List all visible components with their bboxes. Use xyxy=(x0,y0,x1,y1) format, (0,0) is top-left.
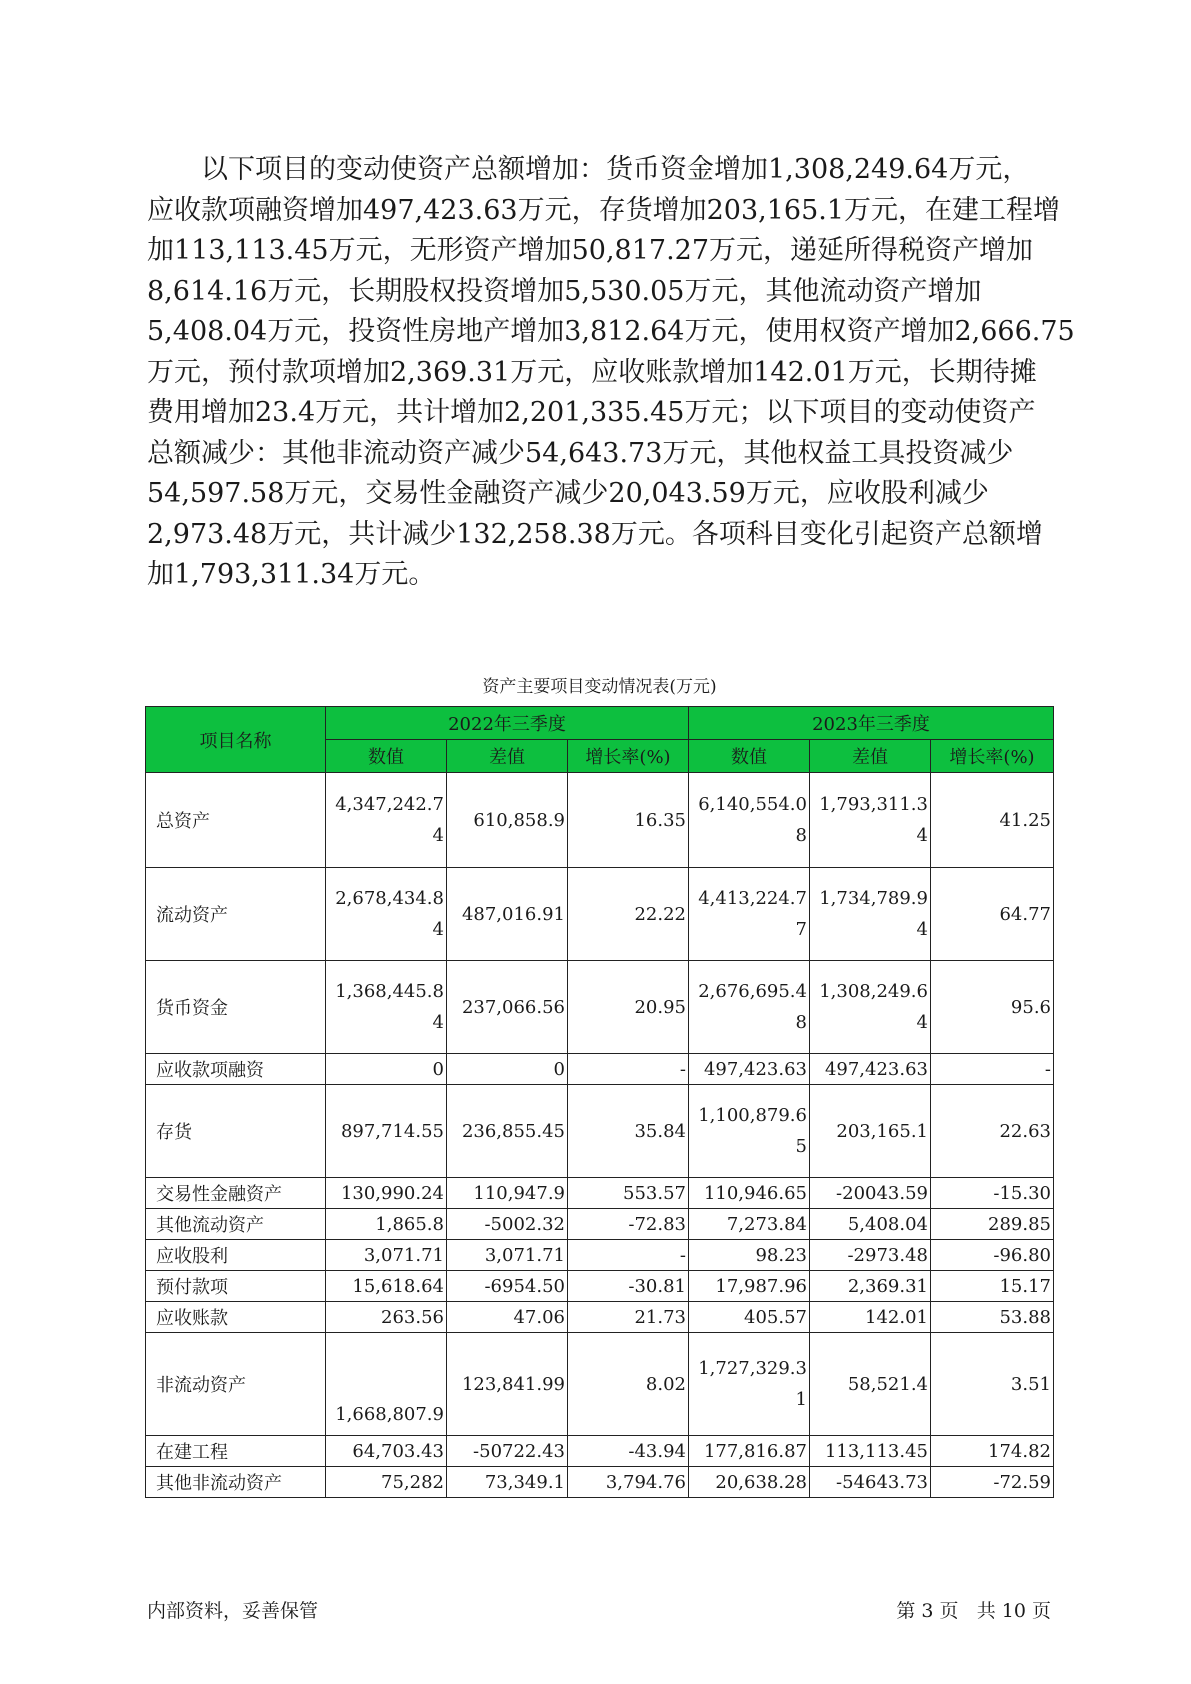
total-prefix: 共 xyxy=(976,1600,996,1622)
paragraph-line: 2,973.48万元，共计减少132,258.38万元。各项科目变化引起资产总额增 xyxy=(147,518,1043,550)
paragraph-line: 加1,793,311.34万元。 xyxy=(147,559,436,590)
cell-value-2023: 7,273.84 xyxy=(689,1209,810,1240)
cell-value-2023: 110,946.65 xyxy=(689,1178,810,1209)
cell-diff-2023: 1,308,249.64 xyxy=(810,961,931,1054)
cell-diff-2022: 487,016.91 xyxy=(447,868,568,961)
row-name: 应收股利 xyxy=(146,1240,326,1271)
cell-value-2022: 1,368,445.84 xyxy=(326,961,447,1054)
header-value: 数值 xyxy=(689,740,810,773)
cell-value-2022: 64,703.43 xyxy=(326,1436,447,1467)
cell-value-2023: 2,676,695.48 xyxy=(689,961,810,1054)
row-name: 预付款项 xyxy=(146,1271,326,1302)
cell-diff-2022: 123,841.99 xyxy=(447,1333,568,1436)
table-row xyxy=(146,1333,1054,1436)
header-period-2022: 2022年三季度 xyxy=(326,707,689,740)
cell-diff-2023: -2973.48 xyxy=(810,1240,931,1271)
cell-diff-2023: -54643.73 xyxy=(810,1467,931,1498)
cell-diff-2023: 497,423.63 xyxy=(810,1054,931,1085)
cell-growth-2023: - xyxy=(931,1054,1054,1085)
page-current: 3 xyxy=(921,1600,934,1622)
cell-value-2023: 1,100,879.65 xyxy=(689,1085,810,1178)
cell-diff-2022: 236,855.45 xyxy=(447,1085,568,1178)
table-row xyxy=(146,1209,1054,1240)
table-row xyxy=(146,1178,1054,1209)
paragraph-line: 万元，预付款项增加2,369.31万元，应收账款增加142.01万元，长期待摊 xyxy=(147,356,1037,388)
cell-diff-2022: 73,349.1 xyxy=(447,1467,568,1498)
row-name: 非流动资产 xyxy=(146,1333,326,1436)
cell-growth-2023: 289.85 xyxy=(931,1209,1054,1240)
body-paragraph xyxy=(147,150,1075,596)
header-diff: 差值 xyxy=(447,740,568,773)
table-row xyxy=(146,1467,1054,1498)
cell-growth-2022: 553.57 xyxy=(568,1178,689,1209)
row-name: 应收账款 xyxy=(146,1302,326,1333)
cell-value-2022: 130,990.24 xyxy=(326,1178,447,1209)
cell-value-2023: 6,140,554.08 xyxy=(689,773,810,868)
cell-growth-2023: 15.17 xyxy=(931,1271,1054,1302)
header-value: 数值 xyxy=(326,740,447,773)
cell-value-2023: 405.57 xyxy=(689,1302,810,1333)
cell-value-2022: 15,618.64 xyxy=(326,1271,447,1302)
cell-value-2022: 2,678,434.84 xyxy=(326,868,447,961)
paragraph-line: 8,614.16万元，长期股权投资增加5,530.05万元，其他流动资产增加 xyxy=(147,275,982,307)
table-row xyxy=(146,1271,1054,1302)
header-diff: 差值 xyxy=(810,740,931,773)
cell-growth-2023: -15.30 xyxy=(931,1178,1054,1209)
row-name: 货币资金 xyxy=(146,961,326,1054)
header-growth: 增长率(%) xyxy=(568,740,689,773)
cell-value-2023: 20,638.28 xyxy=(689,1467,810,1498)
row-name: 其他非流动资产 xyxy=(146,1467,326,1498)
cell-growth-2022: - xyxy=(568,1054,689,1085)
header-item-name: 项目名称 xyxy=(146,707,326,773)
cell-value-2023: 17,987.96 xyxy=(689,1271,810,1302)
cell-value-2022: 1,865.8 xyxy=(326,1209,447,1240)
paragraph-line: 应收款项融资增加497,423.63万元，存货增加203,165.1万元，在建工程增 xyxy=(147,194,1061,226)
row-name: 交易性金融资产 xyxy=(146,1178,326,1209)
cell-diff-2022: 47.06 xyxy=(447,1302,568,1333)
cell-diff-2022: 3,071.71 xyxy=(447,1240,568,1271)
cell-value-2022: 4,347,242.74 xyxy=(326,773,447,868)
cell-diff-2022: -5002.32 xyxy=(447,1209,568,1240)
cell-growth-2022: 22.22 xyxy=(568,868,689,961)
table-row xyxy=(146,961,1054,1054)
cell-growth-2023: 22.63 xyxy=(931,1085,1054,1178)
cell-growth-2022: -43.94 xyxy=(568,1436,689,1467)
row-name: 在建工程 xyxy=(146,1436,326,1467)
cell-growth-2022: 35.84 xyxy=(568,1085,689,1178)
cell-diff-2023: 58,521.4 xyxy=(810,1333,931,1436)
cell-growth-2023: 174.82 xyxy=(931,1436,1054,1467)
cell-growth-2023: 41.25 xyxy=(931,773,1054,868)
paragraph-line: 54,597.58万元，交易性金融资产减少20,043.59万元，应收股利减少 xyxy=(147,478,989,509)
paragraph-line: 5,408.04万元，投资性房地产增加3,812.64万元，使用权资产增加2,666.75 xyxy=(147,316,1075,347)
table-row xyxy=(146,1054,1054,1085)
cell-diff-2022: -6954.50 xyxy=(447,1271,568,1302)
page-prefix: 第 xyxy=(896,1600,916,1622)
row-name: 其他流动资产 xyxy=(146,1209,326,1240)
cell-diff-2023: 113,113.45 xyxy=(810,1436,931,1467)
cell-diff-2022: -50722.43 xyxy=(447,1436,568,1467)
page-total: 10 xyxy=(1001,1600,1026,1622)
row-name: 流动资产 xyxy=(146,868,326,961)
cell-value-2022: 75,282 xyxy=(326,1467,447,1498)
total-suffix: 页 xyxy=(1031,1600,1051,1622)
table-caption: 资产主要项目变动情况表(万元) xyxy=(482,677,717,697)
row-name: 应收款项融资 xyxy=(146,1054,326,1085)
row-name: 存货 xyxy=(146,1085,326,1178)
paragraph-line: 以下项目的变动使资产总额增加：货币资金增加1,308,249.64万元， xyxy=(201,154,1030,185)
cell-diff-2023: 5,408.04 xyxy=(810,1209,931,1240)
cell-diff-2023: 1,793,311.34 xyxy=(810,773,931,868)
cell-growth-2022: 3,794.76 xyxy=(568,1467,689,1498)
cell-diff-2022: 610,858.9 xyxy=(447,773,568,868)
page-mid: 页 xyxy=(939,1600,959,1622)
cell-diff-2023: -20043.59 xyxy=(810,1178,931,1209)
cell-value-2022: 0 xyxy=(326,1054,447,1085)
cell-growth-2023: -72.59 xyxy=(931,1467,1054,1498)
cell-diff-2023: 142.01 xyxy=(810,1302,931,1333)
cell-diff-2022: 110,947.9 xyxy=(447,1178,568,1209)
cell-value-2022: 3,071.71 xyxy=(326,1240,447,1271)
page-number xyxy=(896,1596,1051,1623)
confidential-note: 内部资料，妥善保管 xyxy=(147,1600,319,1622)
paragraph-line: 加113,113.45万元，无形资产增加50,817.27万元，递延所得税资产增加 xyxy=(147,235,1034,266)
cell-growth-2022: -72.83 xyxy=(568,1209,689,1240)
cell-growth-2023: 53.88 xyxy=(931,1302,1054,1333)
cell-growth-2023: 64.77 xyxy=(931,868,1054,961)
cell-diff-2023: 1,734,789.94 xyxy=(810,868,931,961)
cell-value-2023: 497,423.63 xyxy=(689,1054,810,1085)
table-row xyxy=(146,868,1054,961)
table-row xyxy=(146,1085,1054,1178)
cell-value-2023: 4,413,224.77 xyxy=(689,868,810,961)
cell-diff-2023: 203,165.1 xyxy=(810,1085,931,1178)
table-row xyxy=(146,1302,1054,1333)
cell-value-2022: 1,668,807.9 xyxy=(326,1333,447,1436)
cell-growth-2022: - xyxy=(568,1240,689,1271)
table-row xyxy=(146,1240,1054,1271)
cell-growth-2023: -96.80 xyxy=(931,1240,1054,1271)
cell-diff-2022: 0 xyxy=(447,1054,568,1085)
cell-value-2023: 177,816.87 xyxy=(689,1436,810,1467)
cell-value-2022: 263.56 xyxy=(326,1302,447,1333)
cell-growth-2022: 16.35 xyxy=(568,773,689,868)
cell-diff-2023: 2,369.31 xyxy=(810,1271,931,1302)
header-growth: 增长率(%) xyxy=(931,740,1054,773)
table-row xyxy=(146,773,1054,868)
cell-growth-2022: 21.73 xyxy=(568,1302,689,1333)
cell-value-2023: 1,727,329.31 xyxy=(689,1333,810,1436)
row-name: 总资产 xyxy=(146,773,326,868)
cell-value-2022: 897,714.55 xyxy=(326,1085,447,1178)
cell-growth-2023: 3.51 xyxy=(931,1333,1054,1436)
asset-change-table xyxy=(145,706,1054,1498)
paragraph-line: 费用增加23.4万元，共计增加2,201,335.45万元；以下项目的变动使资产 xyxy=(147,397,1036,428)
header-period-2023: 2023年三季度 xyxy=(689,707,1054,740)
table-header-row xyxy=(146,707,1054,740)
cell-value-2023: 98.23 xyxy=(689,1240,810,1271)
cell-growth-2022: 20.95 xyxy=(568,961,689,1054)
cell-growth-2023: 95.6 xyxy=(931,961,1054,1054)
cell-growth-2022: -30.81 xyxy=(568,1271,689,1302)
paragraph-line: 总额减少：其他非流动资产减少54,643.73万元，其他权益工具投资减少 xyxy=(147,437,1014,469)
cell-diff-2022: 237,066.56 xyxy=(447,961,568,1054)
table-row xyxy=(146,1436,1054,1467)
cell-growth-2022: 8.02 xyxy=(568,1333,689,1436)
